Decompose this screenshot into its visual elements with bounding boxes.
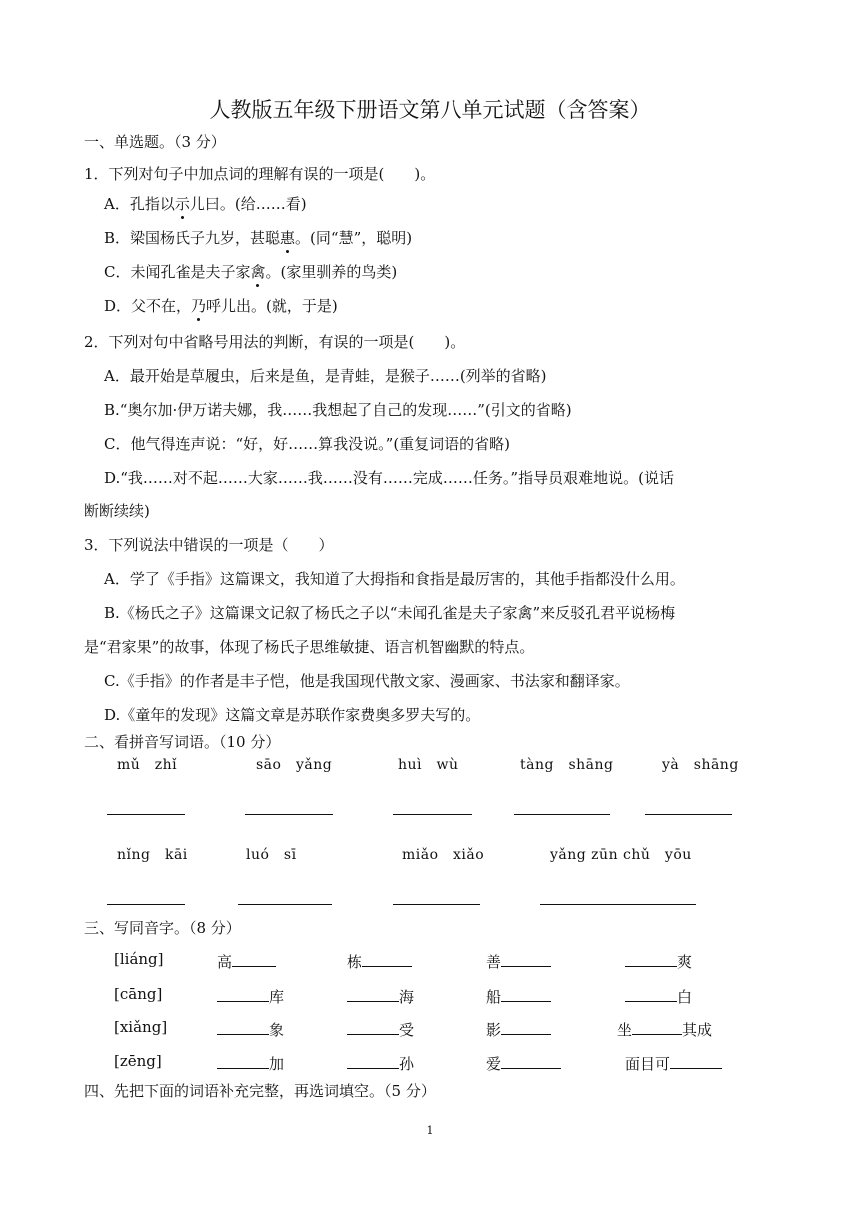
pinyin-item: miǎo xiǎo (402, 847, 485, 863)
answer-blank[interactable] (625, 985, 677, 1002)
answer-blank[interactable] (393, 904, 480, 905)
question-1-option-c: C．未闻孔雀是夫子家禽。(家里驯养的鸟类) (104, 263, 398, 281)
answer-blank[interactable] (217, 1018, 269, 1035)
answer-blank[interactable] (362, 950, 412, 967)
homophone-item: 海 (347, 985, 414, 1007)
emphasis-dot-char: 惠 (280, 229, 296, 247)
homophone-item: 栋 (347, 950, 412, 972)
answer-blank[interactable] (245, 814, 333, 815)
answer-blank[interactable] (645, 814, 732, 815)
emphasis-dot-char: 乃 (191, 297, 207, 315)
answer-blank[interactable] (347, 1018, 399, 1035)
homophone-pinyin: [zēng] (114, 1052, 162, 1070)
document-title: 人教版五年级下册语文第八单元试题（含答案） (209, 98, 651, 122)
homophone-pinyin: [liáng] (114, 950, 164, 968)
page-number: 1 (426, 1124, 434, 1137)
answer-blank[interactable] (238, 904, 332, 905)
question-3-option-b: B.《杨氏之子》这篇课文记叙了杨氏之子以“未闻孔雀是夫子家禽”来反驳孔君平说杨梅 (104, 604, 676, 622)
answer-blank[interactable] (107, 904, 185, 905)
question-2-option-a: A．最开始是草履虫，后来是鱼，是青蛙，是猴子……(列举的省略) (104, 367, 547, 385)
question-3-option-d: D.《童年的发现》这篇文章是苏联作家费奥多罗夫写的。 (104, 706, 481, 724)
homophone-item: 白 (625, 985, 692, 1007)
answer-blank[interactable] (501, 950, 551, 967)
pinyin-item: yà shāng (662, 757, 739, 773)
question-3-stem: 3．下列说法中错误的一项是（ ） (84, 536, 334, 554)
answer-blank[interactable] (393, 814, 472, 815)
pinyin-item: sāo yǎng (256, 757, 333, 773)
homophone-item: 孙 (347, 1052, 414, 1074)
answer-blank[interactable] (347, 1052, 399, 1069)
answer-blank[interactable] (514, 814, 610, 815)
question-2-option-c: C．他气得连声说：“好，好……算我没说。”(重复词语的省略) (104, 435, 511, 453)
question-2-option-b: B.“奥尔加·伊万诺夫娜，我……我想起了自己的发现……”(引文的省略) (104, 401, 572, 419)
answer-blank[interactable] (217, 985, 269, 1002)
answer-blank[interactable] (670, 1052, 722, 1069)
homophone-item: 面目可 (625, 1052, 722, 1074)
pinyin-item: tàng shāng (520, 757, 614, 773)
question-1-option-d: D．父不在，乃呼儿出。(就，于是) (104, 297, 338, 315)
pinyin-item: mǔ zhǐ (117, 757, 178, 773)
homophone-item: 善 (486, 950, 551, 972)
homophone-item: 象 (217, 1018, 284, 1040)
homophone-item: 加 (217, 1052, 284, 1074)
homophone-item: 影 (486, 1018, 551, 1040)
emphasis-dot-char: 示 (174, 195, 190, 213)
answer-blank[interactable] (347, 985, 399, 1002)
answer-blank[interactable] (501, 985, 551, 1002)
answer-blank[interactable] (217, 1052, 269, 1069)
homophone-item: 爱 (486, 1052, 561, 1074)
answer-blank[interactable] (540, 904, 696, 905)
homophone-pinyin: [xiǎng] (114, 1018, 168, 1036)
pinyin-item: yǎng zūn chǔ yōu (550, 847, 692, 863)
homophone-item: 高 (217, 950, 276, 972)
section-3-heading: 三、写同音字。（8 分） (84, 919, 241, 937)
question-2-option-d-cont: 断断续续) (84, 502, 150, 520)
question-1-stem: 1．下列对句子中加点词的理解有误的一项是( )。 (84, 165, 436, 183)
homophone-item: 爽 (625, 950, 692, 972)
pinyin-item: huì wù (398, 757, 459, 773)
homophone-item: 库 (217, 985, 284, 1007)
question-2-stem: 2．下列对句中省略号用法的判断，有误的一项是( )。 (84, 333, 466, 351)
answer-blank[interactable] (632, 1018, 682, 1035)
pinyin-item: nǐng kāi (117, 847, 188, 863)
section-1-heading: 一、单选题。（3 分） (84, 133, 226, 151)
homophone-pinyin: [cāng] (114, 985, 163, 1003)
homophone-item: 坐 其成 (617, 1018, 712, 1040)
answer-blank[interactable] (232, 950, 276, 967)
answer-blank[interactable] (501, 1052, 561, 1069)
question-3-option-a: A．学了《手指》这篇课文，我知道了大拇指和食指是最厉害的，其他手指都没什么用。 (104, 570, 685, 588)
question-3-option-b-cont: 是“君家果”的故事，体现了杨氏子思维敏捷、语言机智幽默的特点。 (84, 638, 535, 656)
question-3-option-c: C.《手指》的作者是丰子恺，他是我国现代散文家、漫画家、书法家和翻译家。 (104, 672, 630, 690)
emphasis-dot-char: 禽 (250, 263, 266, 281)
question-2-option-d: D.“我……对不起……大家……我……没有……完成……任务。”指导员艰难地说。(说话 (104, 469, 674, 487)
answer-blank[interactable] (501, 1018, 551, 1035)
question-1-option-a: A．孔指以示儿曰。(给……看) (104, 195, 307, 213)
answer-blank[interactable] (107, 814, 185, 815)
homophone-item: 船 (486, 985, 551, 1007)
question-1-option-b: B．梁国杨氏子九岁，甚聪惠。(同“慧”，聪明) (104, 229, 413, 247)
section-4-heading: 四、先把下面的词语补充完整，再选词填空。（5 分） (84, 1082, 436, 1100)
homophone-item: 受 (347, 1018, 414, 1040)
section-2-heading: 二、看拼音写词语。（10 分） (84, 733, 281, 751)
answer-blank[interactable] (625, 950, 677, 967)
pinyin-item: luó sī (246, 847, 297, 863)
